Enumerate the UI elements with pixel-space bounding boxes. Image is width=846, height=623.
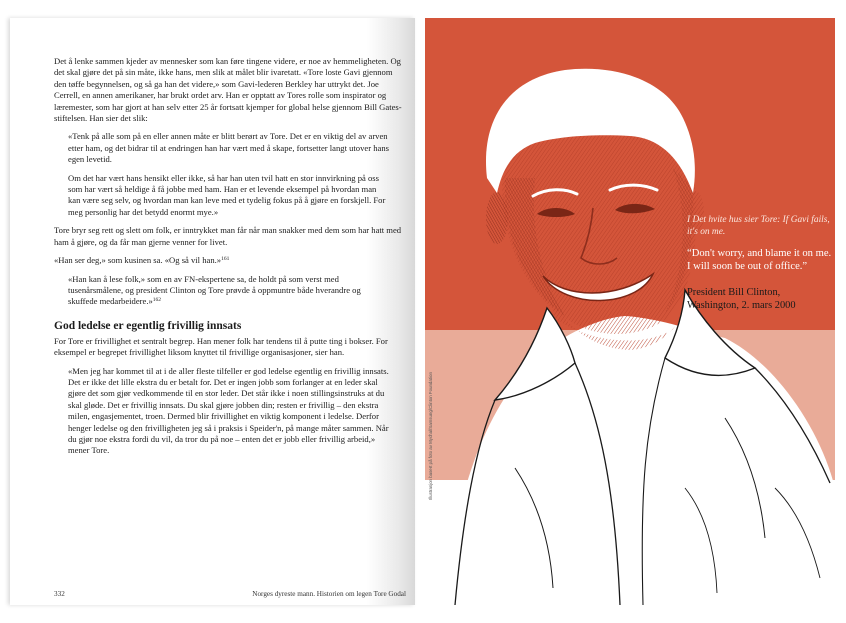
paragraph (54, 255, 406, 266)
block-quote: «Men jeg har kommet til at i de aller fleste tilfeller er god ledelse egentlig en frivillig innsats. Det er ikke det lille ekstra du er betalt for. Det er ingen jobb som forlanger at en leder skal gjøre det som gjør vedkommende til en stor leder. Det står ikke i noen stillingsinstruks at du skal gløde. Det er frivillig innsats. Du skal gjøre jobben din; resten er frivillig – den ekstra milen, engasjementet, troen. Dermed blir frivillighet en viktig komponent i ledelse. Derfor henger ledelse og den frivilligheten jeg så i praksis i Speider'n, på mange måter sammen. Når du gjør noe ekstra fordi du vil, da tror du på noe – enten det er jobb eller frivillig arbeid,» mener Tore. (68, 365, 389, 456)
block-quote (68, 274, 390, 308)
section-heading: God ledelse er egentlig frivillig innsats (54, 319, 242, 332)
caption-attribution: President Bill Clinton, Washington, 2. mars 2000 (687, 286, 796, 312)
caption-quote: “Don't worry, and blame it on me. I will soon be out of office.” (687, 248, 832, 273)
paragraph: Tore bryr seg rett og slett om folk, er inntrykket man får når man snakker med dem som har hatt med ham å gjøre, og da får man gjerne venner for livet. (54, 225, 402, 247)
photo-credit: Illustrasjon basert på foto av Mychal/Samsung/Clinton Foundation (428, 372, 433, 500)
quote-text: «Han kan å lese folk,» som en av FN-ekspertene sa, de holdt på som verst med tusenårsmålene, og president Clinton og Tore prøvde å oppmuntre både hverandre og skuffede medarbeidere.» (68, 273, 361, 307)
left-page (10, 18, 415, 605)
caption-block (687, 214, 833, 313)
block-quote: «Tenk på alle som på en eller annen måte er blitt berørt av Tore. Det er en viktig del av arven etter ham, og det bidrar til at endringen han har vært med å skape, fortsetter langt utover hans egen levetid. (68, 131, 389, 165)
left-ear (486, 192, 508, 244)
text-column (54, 56, 406, 464)
footnote-ref: 162 (152, 297, 162, 304)
footnote-ref: 161 (221, 256, 230, 263)
running-title: Norges dyreste mann. Historien om legen Tore Godal (252, 590, 406, 598)
paragraph-text: «Han ser deg,» som kusinen sa. «Og så vil han.» (54, 255, 222, 266)
paragraph: Det å lenke sammen kjeder av mennesker som kan føre tingene videre, er noe av hemmeligheten. Og det skal gjøre det på sin måte, ikke hans, men slik at målet blir ivaretatt. «Tore loste Gavi gjennom den tøffe begynnelsen, og så ga han det videre,» som Gavi-lederen Berkley har uttrykt det. Joe Cerrell, en annen amerikaner, har brukt ordet arv. Han er opptatt av Tores rolle som inspirator og læremester, som har gjort at han selv etter 25 år fortsatt kjemper for global helse gjennom Bill Gates-stiftelsen. Han sier det slik: (54, 56, 402, 124)
shirt-shape (445, 316, 835, 605)
page-number: 332 (54, 590, 65, 598)
right-page (425, 18, 835, 605)
paragraph: For Tore er frivillighet et sentralt begrep. Han mener folk har tendens til å putte ting i bokser. For eksempel er begrepet frivillighet liksom knyttet til frivillige organisasjoner, sier han. (54, 335, 388, 358)
block-quote: Om det har vært hans hensikt eller ikke, så har han uten tvil hatt en stor innvirkning på oss som har vært så heldige å få jobbe med ham. Han er et levende eksempel på hvordan man kan være seg selv, og hvordan man kan leve med et tydelig fokus på å gjøre en forskjell. For meg personlig har det betydd enormt mye.» (68, 172, 386, 217)
caption-intro: I Det hvite hus sier Tore: If Gavi fails, it's on me. (687, 215, 830, 237)
